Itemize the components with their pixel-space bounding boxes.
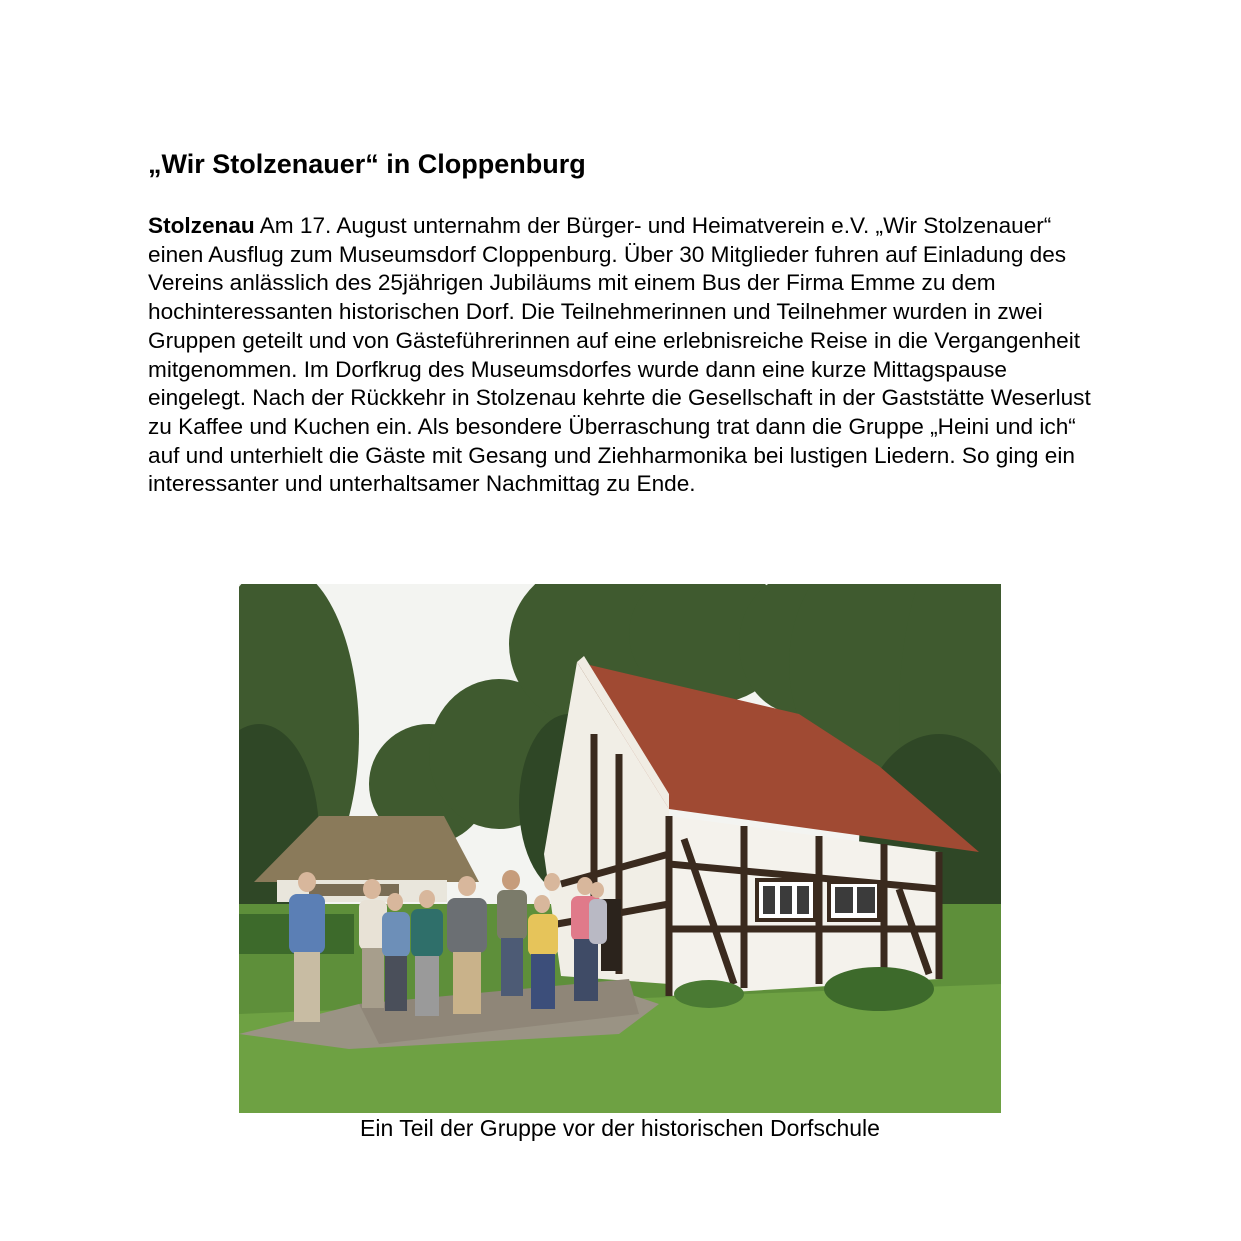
article-photo bbox=[239, 584, 1001, 1113]
photo-caption: Ein Teil der Gruppe vor der historischen Dorfschule bbox=[360, 1115, 880, 1141]
article-dateline: Stolzenau bbox=[148, 213, 255, 238]
article-headline: „Wir Stolzenauer“ in Cloppenburg bbox=[148, 149, 586, 179]
article-body bbox=[148, 212, 1098, 499]
article-body-text: Am 17. August unternahm der Bürger- und Heimatverein e.V. „Wir Stolzenauer“ einen Ausflug zum Museumsdorf Cloppenburg. Über 30 Mitglieder fuhren auf Einladung des Vereins anlässlich des 25jährigen Jubiläums mit einem Bus der Firma Emme zu dem hochinteressanten historischen Dorf. Die Teilnehmerinnen und Teilnehmer wurden in zwei Gruppen geteilt und von Gästeführerinnen auf eine erlebnisreiche Reise in die Vergangenheit mitgenommen. Im Dorfkrug des Museumsdorfes wurde dann eine kurze Mittagspause eingelegt. Nach der Rückkehr in Stolzenau kehrte die Gesellschaft in der Gaststätte Weserlust zu Kaffee und Kuchen ein. Als besondere Überraschung trat dann die Gruppe „Heini und ich“ auf und unterhielt die Gäste mit Gesang und Ziehharmonika bei lustigen Liedern. So ging ein interessanter und unterhaltsamer Nachmittag zu Ende. bbox=[148, 213, 1091, 497]
